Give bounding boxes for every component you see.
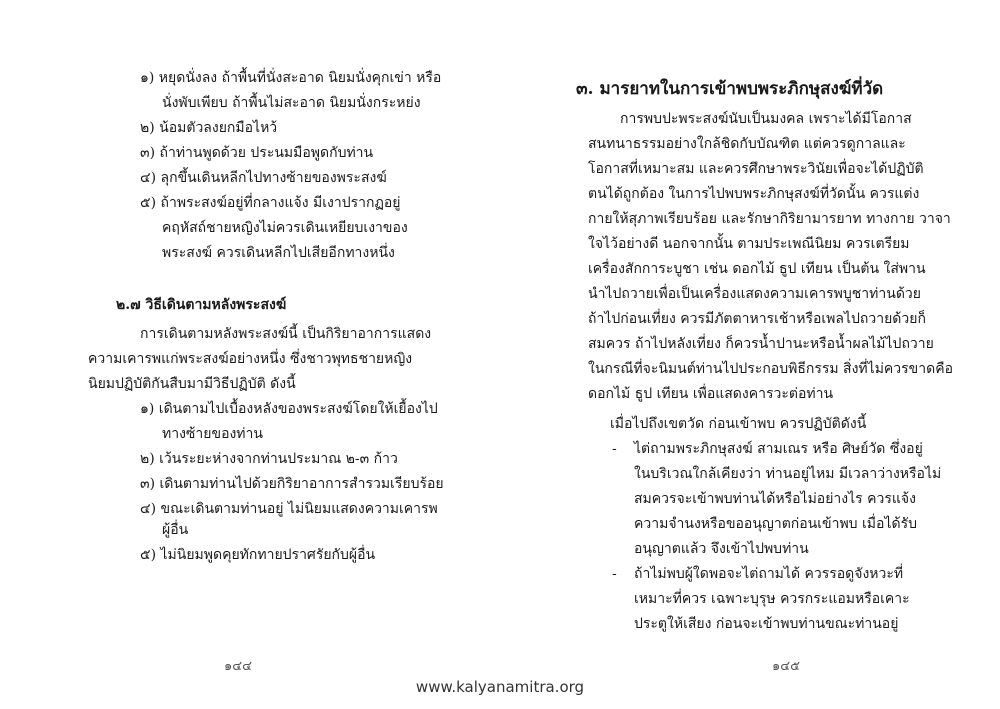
list-item: นั่งพับเพียบ ถ้าพื้นไม่สะอาด นิยมนั่งกระหย่ง bbox=[162, 95, 421, 111]
paragraph-line: ในกรณีที่จะนิมนต์ท่านไปประกอบพิธีกรรม สิ่งที่ไม่ควรขาดคือ bbox=[588, 361, 953, 377]
list-item: ผู้อื่น bbox=[162, 522, 189, 538]
list-item: ๒) เว้นระยะห่างจากท่านประมาณ ๒-๓ ก้าว bbox=[140, 451, 398, 467]
paragraph-line: การเดินตามหลังพระสงฆ์นี้ เป็นกิริยาอาการแสดง bbox=[140, 326, 432, 342]
list-item: ๒) น้อมตัวลงยกมือไหว้ bbox=[140, 120, 278, 136]
list-item: ๔) ขณะเดินตามท่านอยู่ ไม่นิยมแสดงความเคารพ bbox=[140, 501, 438, 517]
bullet-line: ความจำนงหรือขออนุญาตก่อนเข้าพบ เมื่อได้รับ bbox=[634, 516, 917, 532]
right-page bbox=[500, 0, 1000, 709]
paragraph-line: ใจไว้อย่างดี นอกจากนั้น ตามประเพณีนิยม ควรเตรียม bbox=[588, 236, 910, 252]
paragraph-line: นำไปถวายเพื่อเป็นเครื่องแสดงความเคารพบูชาท่านด้วย bbox=[588, 286, 921, 302]
bullet-dash: - bbox=[612, 441, 617, 457]
bullet-dash: - bbox=[612, 566, 617, 582]
list-item: คฤหัสถ์ชายหญิงไม่ควรเดินเหยียบเงาของ bbox=[162, 220, 408, 236]
bullet-line: ประตูให้เสียง ก่อนจะเข้าพบท่านขณะท่านอยู่ bbox=[634, 616, 899, 632]
paragraph-line: ตนได้ถูกต้อง ในการไปพบพระภิกษุสงฆ์ที่วัดนั้น ควรแต่ง bbox=[588, 186, 920, 202]
list-item: ๓) ถ้าท่านพูดด้วย ประนมมือพูดกับท่าน bbox=[140, 145, 374, 161]
list-item: พระสงฆ์ ควรเดินหลีกไปเสียอีกทางหนึ่ง bbox=[162, 245, 395, 261]
bullet-line: สมควรจะเข้าพบท่านได้หรือไม่อย่างไร ควรแจ้ง bbox=[634, 491, 916, 507]
paragraph-line: ถ้าไปก่อนเที่ยง ควรมีภัตตาหารเช้าหรือเพลไปถวายด้วยก็ bbox=[588, 311, 926, 327]
list-item: ๕) ไม่นิยมพูดคุยทักทายปราศรัยกับผู้อื่น bbox=[140, 547, 376, 563]
page-title: ๓. มารยาทในการเข้าพบพระภิกษุสงฆ์ที่วัด bbox=[576, 79, 884, 99]
paragraph-line: เครื่องสักการะบูชา เช่น ดอกไม้ ธูป เทียน เป็นต้น ใส่พาน bbox=[588, 261, 926, 277]
paragraph-line: โอกาสที่เหมาะสม และควรศึกษาพระวินัยเพื่อจะได้ปฏิบัติ bbox=[588, 161, 924, 177]
intro-line: เมื่อไปถึงเขตวัด ก่อนเข้าพบ ควรปฏิบัติดังนี้ bbox=[610, 416, 867, 432]
bullet-line: ในบริเวณใกล้เคียงว่า ท่านอยู่ไหม มีเวลาว่างหรือไม่ bbox=[634, 466, 942, 482]
paragraph-line: นิยมปฏิบัติกันสืบมามีวิธีปฏิบัติ ดังนี้ bbox=[88, 376, 296, 392]
bullet-line: เหมาะที่ควร เฉพาะบุรุษ ควรกระแอมหรือเคาะ bbox=[634, 591, 910, 607]
page-number: ๑๔๕ bbox=[772, 659, 800, 674]
paragraph-line: กายให้สุภาพเรียบร้อย และรักษากิริยามารยาท ทางกาย วาจา bbox=[588, 211, 951, 227]
bullet-line: อนุญาตแล้ว จึงเข้าไปพบท่าน bbox=[634, 541, 809, 557]
bullet-line: ถ้าไม่พบผู้ใดพอจะไต่ถามได้ ควรรอดูจังหวะที่ bbox=[634, 566, 904, 582]
paragraph-line: ดอกไม้ ธูป เทียน เพื่อแสดงคารวะต่อท่าน bbox=[588, 386, 834, 402]
paragraph-line: ความเคารพแก่พระสงฆ์อย่างหนึ่ง ซึ่งชาวพุทธชายหญิง bbox=[88, 351, 413, 367]
list-item: ๑) หยุดนั่งลง ถ้าพื้นที่นั่งสะอาด นิยมนั่งคุกเข่า หรือ bbox=[140, 70, 442, 86]
list-item: ๕) ถ้าพระสงฆ์อยู่ที่กลางแจ้ง มีเงาปรากฏอยู่ bbox=[140, 195, 401, 211]
list-item: ๔) ลุกขึ้นเดินหลีกไปทางซ้ายของพระสงฆ์ bbox=[140, 170, 387, 186]
page-number: ๑๔๔ bbox=[224, 659, 252, 674]
paragraph-line: สมควร ถ้าไปหลังเที่ยง ก็ควรน้ำปานะหรือน้ำผลไม้ไปถวาย bbox=[588, 336, 934, 352]
list-item: ๓) เดินตามท่านไปด้วยกิริยาอาการสำรวมเรียบร้อย bbox=[140, 476, 444, 492]
section-heading: ๒.๗ วิธีเดินตามหลังพระสงฆ์ bbox=[116, 297, 287, 313]
paragraph-line: การพบปะพระสงฆ์นับเป็นมงคล เพราะได้มีโอกาส bbox=[620, 111, 912, 127]
bullet-line: ไต่ถามพระภิกษุสงฆ์ สามเณร หรือ ศิษย์วัด ซึ่งอยู่ bbox=[634, 441, 923, 457]
paragraph-line: สนทนาธรรมอย่างใกล้ชิดกับบัณฑิต แต่ควรดูกาลและ bbox=[588, 136, 906, 152]
list-item: ๑) เดินตามไปเบื้องหลังของพระสงฆ์โดยให้เยื้องไป bbox=[140, 401, 438, 417]
list-item: ทางซ้ายของท่าน bbox=[162, 426, 263, 442]
footer-url: www.kalyanamitra.org bbox=[415, 678, 585, 696]
